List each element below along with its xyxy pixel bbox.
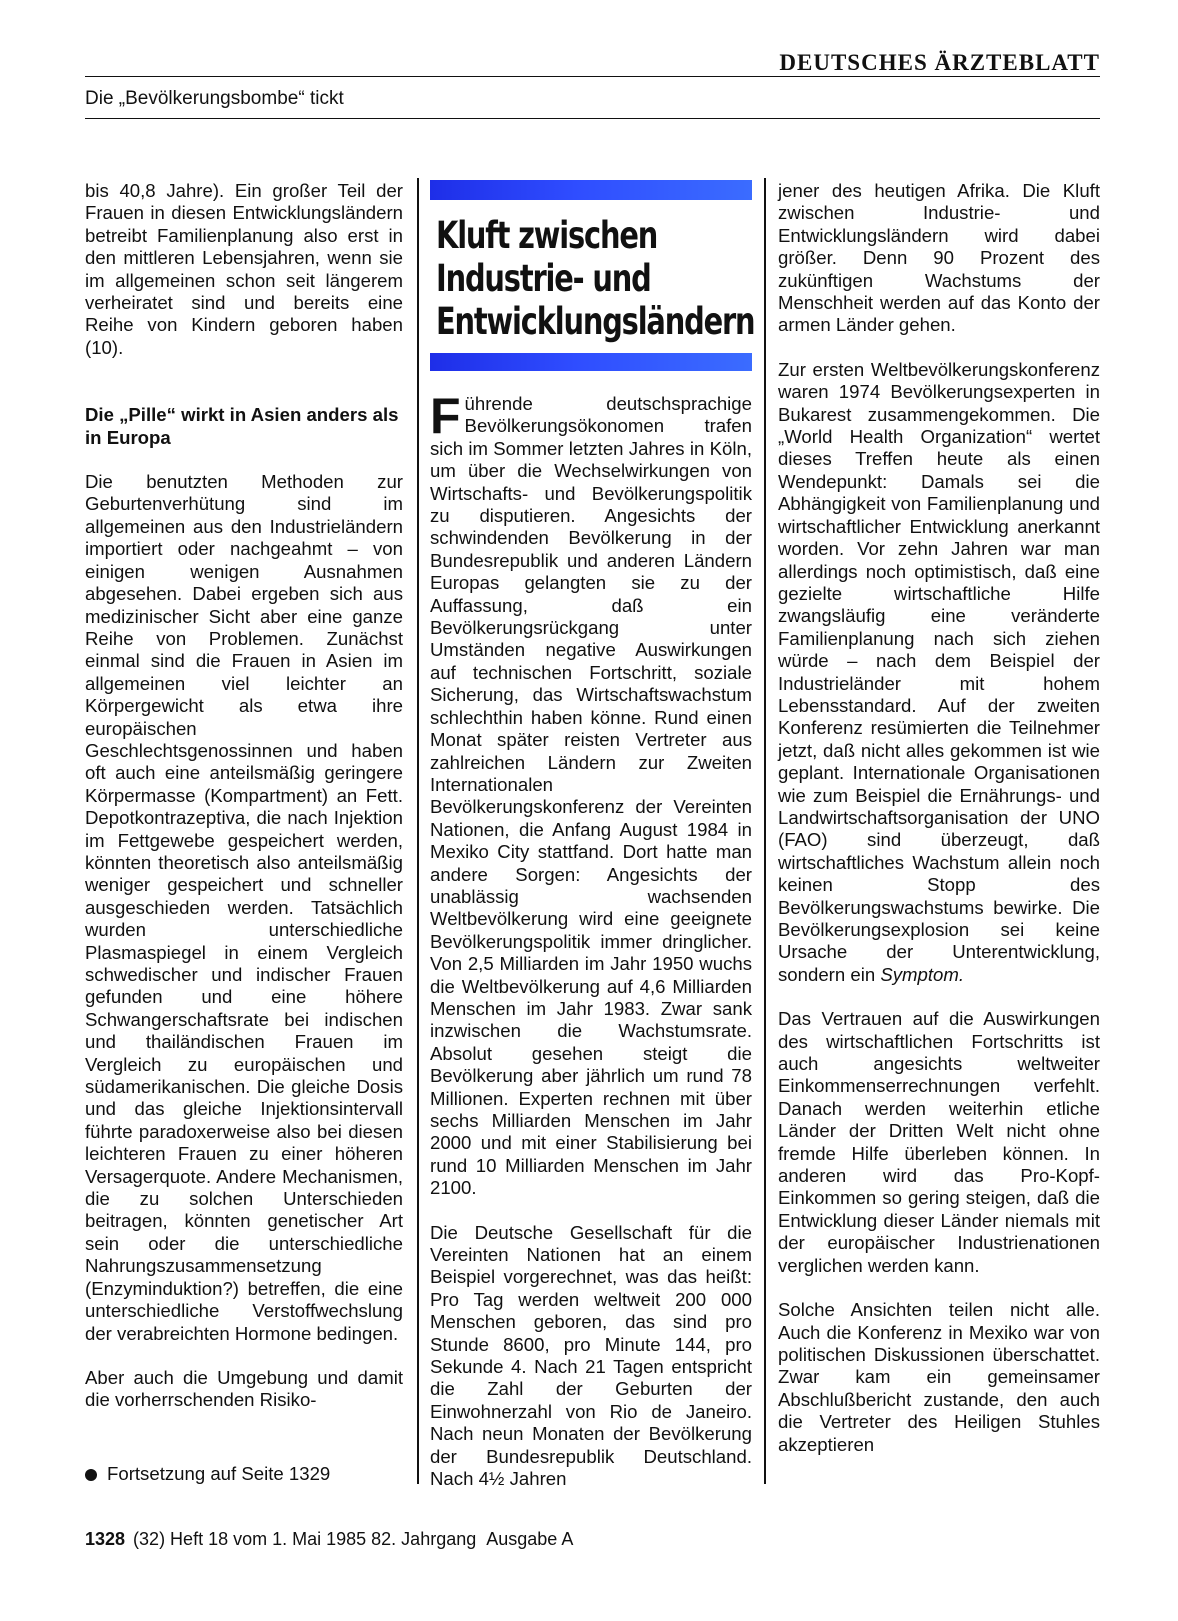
masthead: DEUTSCHES ÄRZTEBLATT [779, 50, 1100, 75]
col3-paragraph-1: jener des heutigen Afrika. Die Kluft zwischen Industrie- und Entwicklungsländern wird dabei größer. Denn 90 Prozent des zukünftigen Wachstums der Menschheit werden auf das Konto der armen Länder gehen. [778, 180, 1100, 336]
edition-info: Ausgabe A [486, 1529, 574, 1549]
col3-paragraph-2 [778, 359, 1100, 986]
masthead-rule [85, 76, 1100, 77]
col3-paragraph-3: Das Vertrauen auf die Auswirkungen des wirtschaftlichen Fortschritts ist auch angesichts weltweiter Einkommenserrechnungen verfehlt. Danach werden weiterhin etliche Länder der Dritten Welt nicht ohne fremde Hilfe überleben können. In anderen wird das Pro-Kopf-Einkommen so gering steigen, daß die Entwicklung dieser Länder niemals mit der europäischer Industrienationen verglichen werden kann. [778, 1008, 1100, 1276]
continuation-note [85, 1463, 330, 1485]
issue-info: (32) Heft 18 vom 1. Mai 1985 82. Jahrgang [133, 1529, 477, 1549]
headline-bar-top [430, 180, 752, 200]
column-1 [85, 180, 403, 1434]
col3-paragraph-4: Solche Ansichten teilen nicht alle. Auch die Konferenz in Mexiko war von politischen Diskussionen überschattet. Zwar kam ein gemeinsamer Abschlußbericht zustande, den auch die Vertreter des Heiligen Stuhles akzeptieren [778, 1299, 1100, 1455]
continuation-text: Fortsetzung auf Seite 1329 [107, 1463, 331, 1484]
col1-paragraph-3: Aber auch die Umgebung und damit die vorherrschenden Risiko- [85, 1366, 403, 1411]
column-divider-2 [764, 178, 766, 1484]
running-title: Die „Bevölkerungsbombe“ tickt [85, 88, 344, 109]
col3-emphasis: Symptom. [880, 963, 965, 985]
column-divider-1 [417, 178, 419, 1484]
col2-paragraph-1 [430, 388, 752, 1200]
article-headline: Kluft zwischen Industrie- und Entwicklungsländern [436, 214, 755, 343]
col1-paragraph-1: bis 40,8 Jahre). Ein großer Teil der Frauen in diesen Entwicklungsländern betreibt Familienplanung also erst in den mittleren Lebensjahren, wenn sie im allgemeinen schon seit längerem verheiratet sind und bereits eine Reihe von Kindern geboren haben (10). [85, 180, 403, 358]
column-2 [430, 180, 755, 1513]
drop-cap: F [430, 388, 461, 444]
headline-bar-bottom [430, 353, 752, 371]
bullet-icon [85, 1469, 97, 1481]
col2-paragraph-2: Die Deutsche Gesellschaft für die Vereinten Nationen hat an einem Beispiel vorgerechnet, was das heißt: Pro Tag werden weltweit 200 000 Menschen geboren, das sind pro Stunde 8600, pro Minute 144, pro Sekunde 4. Nach 21 Tagen entspricht die Zahl der Geburten der Einwohnerzahl von Rio de Janeiro. Nach neun Monaten der Bevölkerung der Bundesrepublik Deutschland. Nach 4½ Jahren [430, 1221, 752, 1490]
col1-subheading: Die „Pille“ wirkt in Asien anders als in Europa [85, 404, 399, 448]
header-rule [85, 118, 1100, 119]
page-footer [85, 1529, 583, 1550]
page-number: 1328 [85, 1529, 126, 1549]
col1-paragraph-2: Die benutzten Methoden zur Geburtenverhütung sind im allgemeinen aus den Industrieländern importiert oder nachgeahmt – von einigen wenigen Ausnahmen abgesehen. Dabei ergeben sich aus medizinischer Sicht aber eine ganze Reihe von Problemen. Zunächst einmal sind die Frauen in Asien im allgemeinen viel leichter an Körpergewicht als etwa ihre europäischen Geschlechtsgenossinnen und haben oft auch eine anteilsmäßig geringere Körpermasse (Kompartment) an Fett. Depotkontrazeptiva, die nach Injektion im Fettgewebe gespeichert werden, könnten theoretisch also anteilsmäßig weniger gespeichert und schneller ausgeschieden werden. Tatsächlich wurden unterschiedliche Plasmaspiegel in einem Vergleich schwedischer und indischer Frauen gefunden und eine höhere Schwangerschaftsrate bei indischen und thailändischen Frauen im Vergleich zu europäischen und südamerikanischen. Die gleiche Dosis und das gleiche Injektionsintervall führte paradoxerweise also bei diesen leichteren Frauen zu einer höheren Versagerquote. Andere Mechanismen, die zu solchen Unterschieden beitragen, könnten genetischer Art sein oder die unterschiedliche Nahrungszusammensetzung (Enzyminduktion?) betreffen, die eine unterschiedliche Verstoffwechslung der verabreichten Hormone bedingen. [85, 471, 403, 1344]
col3-paragraph-2-text: Zur ersten Weltbevölkerungskonferenz waren 1974 Bevölkerungsexperten in Bukarest zusammengekommen. Die „World Health Organization“ wertet dieses Treffen heute als einen Wendepunkt: Damals sei die Abhängigkeit von Familienplanung und wirtschaftlicher Entwicklung anerkannt worden. Vor zehn Jahren war man allerdings noch optimistisch, daß eine gezielte wirtschaftliche Hilfe zwangsläufig eine veränderte Familienplanung nach sich ziehen würde – nach dem Beispiel der Industrieländer mit hohem Lebensstandard. Auf der zweiten Konferenz resümierten die Teilnehmer jetzt, daß nicht alles gekommen ist wie geplant. Internationale Organisationen wie zum Beispiel die Ernährungs- und Landwirtschaftsorganisation der UNO (FAO) sind überzeugt, daß wirtschaftliches Wachstum allein noch keinen Stopp des Bevölkerungswachstums bewirke. Die Bevölkerungsexplosion sei keine Ursache der Unterentwicklung, sondern ein [778, 358, 1100, 985]
col2-paragraph-1-text: ührende deutschsprachige Bevölkerungsökonomen trafen sich im Sommer letzten Jahres in Köln, um über die Wechselwirkungen von Wirtschafts- und Bevölkerungspolitik zu disputieren. Angesichts der schwindenden Bevölkerung in der Bundesrepublik und anderen Ländern Europas gelangten sie zu der Auffassung, daß ein Bevölkerungsrückgang unter Umständen negative Auswirkungen auf technischen Fortschritt, soziale Sicherung, das Wirtschaftswachstum schlechthin haben könne. Rund einen Monat später reisten Vertreter aus zahlreichen Ländern zur Zweiten Internationalen Bevölkerungskonferenz der Vereinten Nationen, die Anfang August 1984 in Mexiko City stattfand. Dort hatte man andere Sorgen: Angesichts der unablässig wachsenden Weltbevölkerung wird eine geeignete Bevölkerungspolitik immer dringlicher. Von 2,5 Milliarden im Jahr 1950 wuchs die Weltbevölkerung auf 4,6 Milliarden Menschen im Jahr 1983. Zwar sank inzwischen die Wachstumsrate. Absolut gesehen steigt die Bevölkerung aber jährlich um rund 78 Millionen. Experten rechnen mit über sechs Milliarden Menschen im Jahr 2000 und mit einer Stabilisierung bei rund 10 Milliarden Menschen im Jahr 2100. [430, 393, 752, 1199]
column-3 [778, 180, 1100, 1478]
